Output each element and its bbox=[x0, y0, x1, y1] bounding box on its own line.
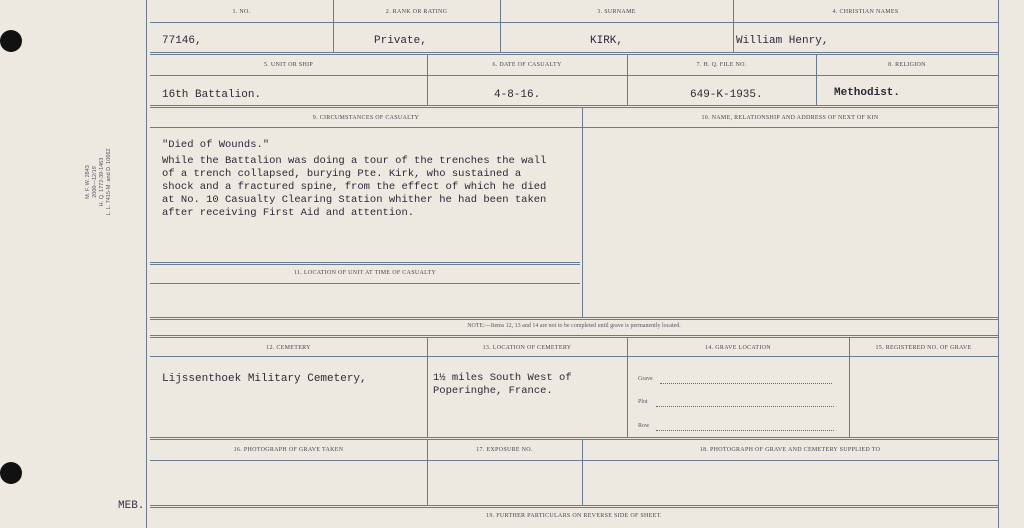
rule bbox=[150, 52, 998, 55]
rule bbox=[500, 0, 501, 52]
label-no: 1. NO. bbox=[232, 9, 251, 15]
rank-value: Private, bbox=[374, 35, 427, 47]
cemetery-location-line: 1½ miles South West of bbox=[433, 372, 572, 384]
label-circumstances: 9. CIRCUMSTANCES OF CASUALTY bbox=[312, 115, 420, 121]
row-line bbox=[656, 430, 834, 431]
rule bbox=[150, 127, 998, 128]
rule bbox=[733, 0, 734, 52]
rule bbox=[150, 437, 998, 440]
rule bbox=[150, 22, 998, 23]
circumstances-line: of a trench collapsed, burying Pte. Kirk, who sustained a bbox=[162, 168, 522, 180]
rule bbox=[150, 262, 580, 265]
label-cemetery: 12. CEMETERY bbox=[266, 345, 311, 351]
label-religion: 8. RELIGION bbox=[888, 62, 926, 68]
stub-mark: L. L. 7415-M. and D. 10662 bbox=[106, 148, 112, 216]
grave-label: Grave bbox=[638, 376, 653, 382]
clerk-initials: MEB. bbox=[118, 500, 145, 512]
unit-value: 16th Battalion. bbox=[162, 89, 262, 101]
circumstances-line: at No. 10 Casualty Clearing Station whither he had been taken bbox=[162, 194, 547, 206]
stub-mark: H. Q. 1772-39-1463 bbox=[99, 157, 105, 207]
label-next-of-kin: 10. NAME, RELATIONSHIP AND ADDRESS OF NEXT OF KIN bbox=[701, 115, 879, 121]
note-text: NOTE:—Items 12, 13 and 14 are not to be completed until grave is permanently located. bbox=[467, 323, 681, 329]
rule bbox=[150, 460, 998, 461]
rule bbox=[582, 108, 583, 317]
label-christian-names: 4. CHRISTIAN NAMES bbox=[832, 9, 899, 15]
hq-file-value: 649-K-1935. bbox=[690, 89, 763, 101]
grave-line bbox=[660, 383, 832, 384]
label-location-unit: 11. LOCATION OF UNIT AT TIME OF CASUALTY bbox=[293, 270, 437, 276]
plot-label: Plot bbox=[638, 399, 648, 405]
religion-value: Methodist. bbox=[834, 87, 901, 99]
row-label: Row bbox=[638, 423, 650, 429]
christian-names-value: William Henry, bbox=[736, 35, 829, 47]
circumstances-line: While the Battalion was doing a tour of the trenches the wall bbox=[162, 155, 547, 167]
label-surname: 3. SURNAME bbox=[597, 9, 636, 15]
label-exposure: 17. EXPOSURE NO. bbox=[476, 447, 533, 453]
label-registered-no: 15. REGISTERED NO. OF GRAVE bbox=[875, 345, 972, 351]
rule bbox=[150, 356, 998, 357]
rule bbox=[150, 105, 998, 108]
label-hq-file: 7. H. Q. FILE NO. bbox=[696, 62, 747, 68]
label-photo-supplied: 18. PHOTOGRAPH OF GRAVE AND CEMETERY SUPPLIED TO bbox=[699, 447, 881, 453]
cemetery-location-line: Poperinghe, France. bbox=[433, 385, 553, 397]
label-photo-taken: 16. PHOTOGRAPH OF GRAVE TAKEN bbox=[233, 447, 344, 453]
rule bbox=[150, 505, 998, 508]
rule bbox=[333, 0, 334, 52]
rule bbox=[627, 338, 628, 437]
circumstances-line: shock and a fractured spine, from the effect of which he died bbox=[162, 181, 547, 193]
label-grave-location: 14. GRAVE LOCATION bbox=[705, 345, 771, 351]
rule bbox=[998, 0, 999, 528]
label-unit: 5. UNIT OR SHIP bbox=[263, 62, 314, 68]
stub-printer-marks bbox=[85, 142, 113, 222]
cemetery-value: Lijssenthoek Military Cemetery, bbox=[162, 373, 367, 385]
service-number: 77146, bbox=[162, 35, 202, 47]
circumstances-line: after receiving First Aid and attention. bbox=[162, 207, 415, 219]
rule bbox=[150, 75, 998, 76]
circumstances-text bbox=[162, 155, 546, 220]
label-location-cemetery: 13. LOCATION OF CEMETERY bbox=[482, 345, 572, 351]
label-further-particulars: 19. FURTHER PARTICULARS ON REVERSE SIDE OF SHEET. bbox=[486, 513, 662, 519]
rule bbox=[849, 338, 850, 437]
card-stub bbox=[0, 0, 147, 528]
stub-mark: M. F. W. 2843 bbox=[85, 165, 91, 199]
stub-mark: 2000—12/19 bbox=[92, 166, 98, 198]
circumstances-heading: "Died of Wounds." bbox=[162, 139, 270, 151]
date-value: 4-8-16. bbox=[494, 89, 541, 101]
label-date: 6. DATE OF CASUALTY bbox=[492, 62, 562, 68]
surname-value: KIRK, bbox=[590, 35, 624, 47]
rule bbox=[427, 338, 428, 437]
rule bbox=[150, 335, 998, 338]
plot-line bbox=[656, 406, 834, 407]
label-rank: 2. RANK OR RATING bbox=[385, 9, 448, 15]
rule bbox=[150, 283, 580, 284]
rule bbox=[150, 317, 998, 320]
cemetery-location-value bbox=[433, 372, 572, 398]
